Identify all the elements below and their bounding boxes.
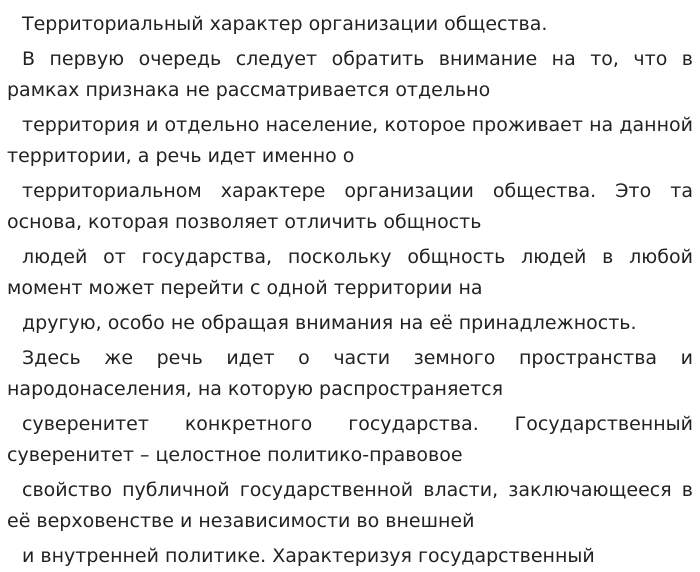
paragraph-5: людей от государства, поскольку общность людей в любой момент может перейти с одной территории на — [7, 246, 693, 299]
paragraph-10: и внутренней политике. Характеризуя государственный — [22, 545, 595, 567]
paragraph-9: свойство публичной государственной власти, заключающееся в её верховенстве и независимости во внешней — [7, 479, 693, 532]
paragraph-8: суверенитет конкретного государства. Государственный суверенитет – целостное политико-правовое — [7, 413, 693, 466]
paragraph-6: другую, особо не обращая внимания на её принадлежность. — [22, 312, 637, 334]
paragraph-1: Территориальный характер организации общества. — [22, 13, 548, 35]
paragraph-4: территориальном характере организации общества. Это та основа, которая позволяет отличить общность — [7, 180, 693, 233]
paragraph-2: В первую очередь следует обратить внимание на то, что в рамках признака не рассматривается отдельно — [7, 48, 693, 101]
paragraph-7: Здесь же речь идет о части земного пространства и народонаселения, на которую распространяется — [7, 347, 693, 400]
paragraph-3: территория и отдельно население, которое проживает на данной территории, а речь идет именно о — [7, 114, 693, 167]
